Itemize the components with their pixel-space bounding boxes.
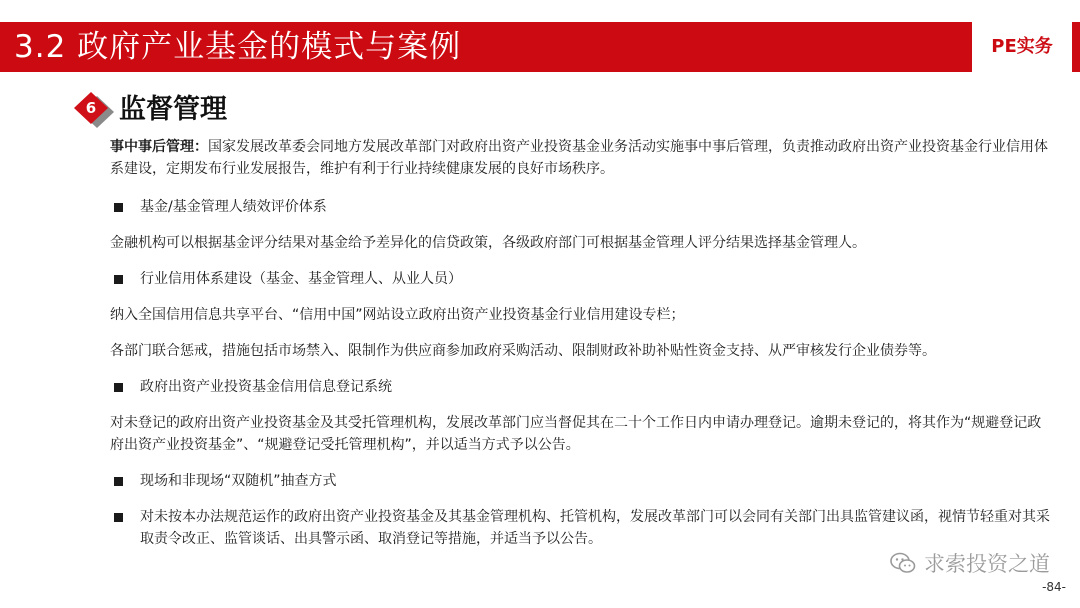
bullet-item — [110, 376, 1055, 398]
square-bullet-icon — [114, 383, 123, 392]
bullet-heading: 行业信用体系建设（基金、基金管理人、从业人员） — [140, 271, 462, 287]
bullet-heading: 基金/基金管理人绩效评价体系 — [140, 199, 327, 215]
wechat-icon — [890, 552, 916, 574]
section-title: 监督管理 — [119, 94, 227, 125]
bullet-item — [110, 506, 1055, 550]
page-number: -84- — [1042, 580, 1066, 594]
body-paragraph: 对未登记的政府出资产业投资基金及其受托管理机构，发展改革部门应当督促其在二十个工作日内申请办理登记。逾期未登记的，将其作为“规避登记政府出资产业投资基金”、“规避登记受托管理机构”，并以适当方式予以公告。 — [110, 415, 1042, 453]
square-bullet-icon — [114, 203, 123, 212]
watermark — [924, 549, 1050, 579]
bullet-item — [110, 196, 1055, 218]
bullet-heading: 现场和非现场“双随机”抽查方式 — [140, 473, 337, 489]
bullet-item — [110, 268, 1055, 290]
brand-box — [972, 22, 1072, 72]
body-paragraph: 纳入全国信用信息共享平台、“信用中国”网站设立政府出资产业投资基金行业信用建设专栏； — [110, 307, 685, 323]
intro-text: 国家发展改革委会同地方发展改革部门对政府出资产业投资基金业务活动实施事中事后管理，负责推动政府出资产业投资基金行业信用体系建设，定期发布行业发展报告，维护有利于行业持续健康发展的良好市场秩序。 — [110, 139, 1048, 177]
section-number: 6 — [85, 99, 97, 117]
header-bar — [0, 22, 1080, 72]
bullet-heading: 政府出资产业投资基金信用信息登记系统 — [140, 379, 392, 395]
bullet-heading: 对未按本办法规范运作的政府出资产业投资基金及其基金管理机构、托管机构，发展改革部门可以会同有关部门出具监管建议函，视情节轻重对其采取责令改正、监管谈话、出具警示函、取消登记等措施，并适当予以公告。 — [140, 509, 1050, 547]
intro-label: 事中事后管理： — [110, 139, 208, 155]
square-bullet-icon — [114, 275, 123, 284]
square-bullet-icon — [114, 477, 123, 486]
brand-logo: PE实务 — [991, 36, 1053, 57]
bullet-item — [110, 470, 1055, 492]
content-body — [110, 136, 1055, 550]
body-paragraph: 金融机构可以根据基金评分结果对基金给予差异化的信贷政策，各级政府部门可根据基金管理人评分结果选择基金管理人。 — [110, 235, 866, 251]
body-paragraph: 各部门联合惩戒，措施包括市场禁入、限制作为供应商参加政府采购活动、限制财政补助补贴性资金支持、从严审核发行企业债券等。 — [110, 343, 936, 359]
watermark-text: 求索投资之道 — [924, 552, 1050, 576]
page-title: 3.2 政府产业基金的模式与案例 — [14, 29, 462, 65]
intro-paragraph — [110, 136, 1055, 180]
square-bullet-icon — [114, 513, 123, 522]
